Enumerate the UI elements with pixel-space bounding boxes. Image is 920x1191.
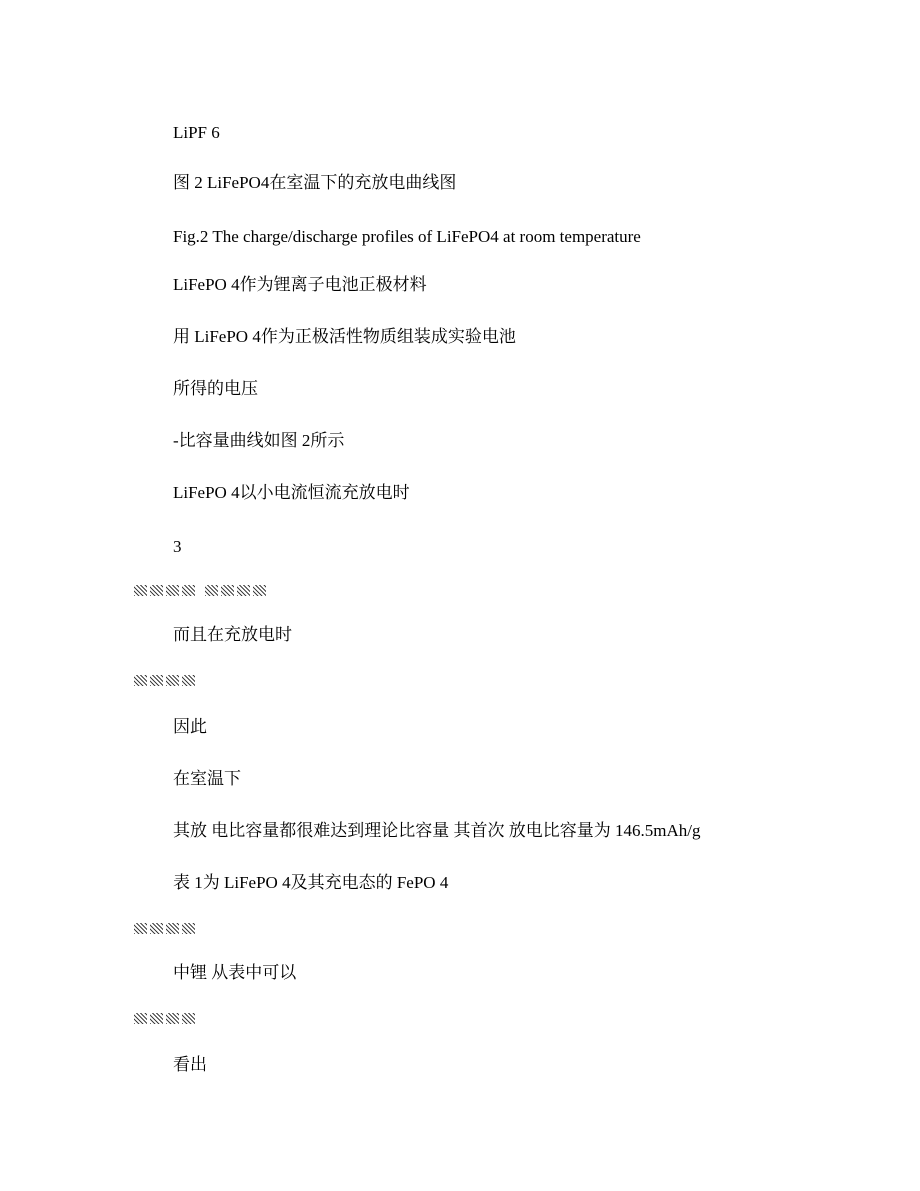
garbled-text-1 (134, 584, 266, 596)
text-line-7: -比容量曲线如图 2所示 (173, 431, 345, 450)
garbled-text-2 (134, 674, 195, 686)
text-line-16: 看出 (173, 1055, 207, 1074)
text-line-15: 中锂 从表中可以 (173, 963, 297, 982)
figure-caption-cn: 图 2 LiFePO4在室温下的充放电曲线图 (173, 173, 457, 192)
garbled-text-3 (134, 922, 195, 934)
text-line-4: LiFePO 4作为锂离子电池正极材料 (173, 275, 427, 294)
text-line-6: 所得的电压 (173, 379, 258, 398)
text-line-13: 其放 电比容量都很难达到理论比容量 其首次 放电比容量为 146.5mAh/g (173, 821, 701, 840)
text-line-12: 在室温下 (173, 769, 241, 788)
text-line-1: LiPF 6 (173, 123, 220, 142)
text-line-10: 而且在充放电时 (173, 625, 292, 644)
text-line-5: 用 LiFePO 4作为正极活性物质组装成实验电池 (173, 327, 516, 346)
text-line-14: 表 1为 LiFePO 4及其充电态的 FePO 4 (173, 873, 449, 892)
figure-caption-en: Fig.2 The charge/discharge profiles of LiFePO4 at room temperature (173, 227, 641, 246)
text-line-8: LiFePO 4以小电流恒流充放电时 (173, 483, 410, 502)
garbled-text-4 (134, 1012, 195, 1024)
text-line-11: 因此 (173, 717, 207, 736)
text-line-9: 3 (173, 537, 182, 556)
